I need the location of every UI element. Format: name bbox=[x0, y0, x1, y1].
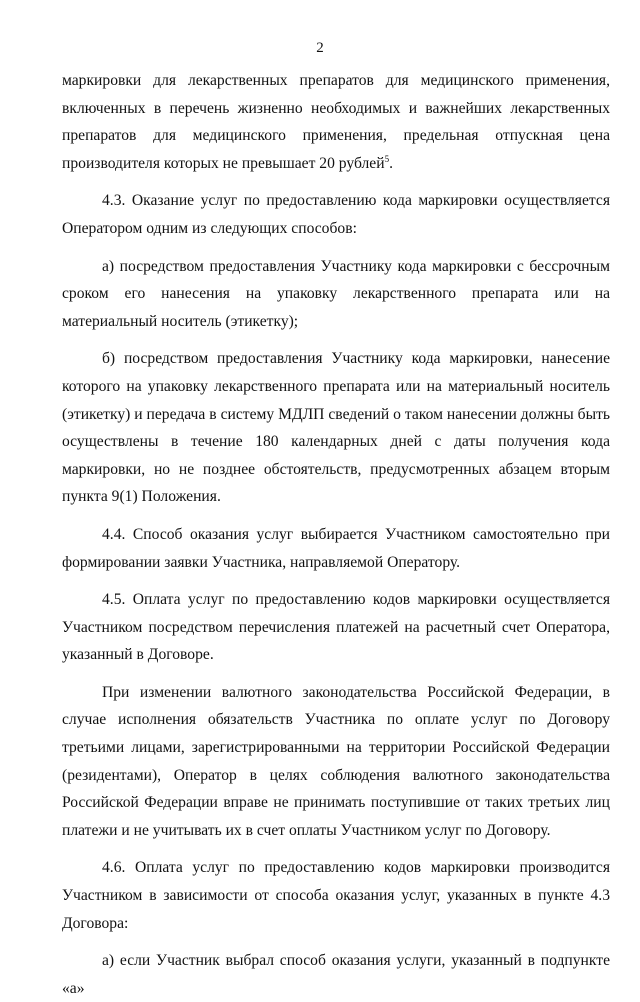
document-body bbox=[62, 67, 610, 1002]
paragraph-4-3: 4.3. Оказание услуг по предоставлению кода маркировки осуществляется Оператором одним из следующих способов: bbox=[62, 192, 610, 237]
paragraph-4-5: 4.5. Оплата услуг по предоставлению кодов маркировки осуществляется Участником посредством перечисления платежей на расчетный счет Оператора, указанный в Договоре. bbox=[62, 591, 610, 664]
paragraph-text: маркировки для лекарственных препаратов для медицинского применения, включенных в перечень жизненно необходимых и важнейших лекарственных препаратов для медицинского применения, предельная отпускная цена производителя которых не превышает 20 рублей bbox=[62, 72, 610, 172]
paragraph-4-6-a: а) если Участник выбрал способ оказания услуги, указанный в подпункте «а» bbox=[62, 952, 610, 997]
page-number: 2 bbox=[316, 40, 324, 56]
paragraph-4-6: 4.6. Оплата услуг по предоставлению кодов маркировки производится Участником в зависимости от способа оказания услуг, указанных в пункте 4.3 Договора: bbox=[62, 859, 610, 932]
paragraph-4-3-a: а) посредством предоставления Участнику кода маркировки с бессрочным сроком его нанесения на упаковку лекарственного препарата или на материальный носитель (этикетку); bbox=[62, 257, 610, 330]
footnote-marker: 5 bbox=[384, 153, 390, 164]
paragraph-4-4: 4.4. Способ оказания услуг выбирается Участником самостоятельно при формировании заявки Участника, направляемой Оператору. bbox=[62, 525, 610, 571]
paragraph-4-3-b: б) посредством предоставления Участнику кода маркировки, нанесение которого на упаковку лекарственного препарата или на материальный носитель (этикетку) и передача в систему МДЛП сведений о таком нанесении должны быть осуществлены в течение 180 календарных дней с даты получения кода маркировки, но не позднее обстоятельств, предусмотренных абзацем вторым пункта 9(1) Положения. bbox=[62, 350, 610, 506]
paragraph-continuation bbox=[62, 67, 610, 177]
paragraph-currency-law: При изменении валютного законодательства Российской Федерации, в случае исполнения обязательств Участника по оплате услуг по Договору третьими лицами, зарегистрированными на территории Российской Федерации (резидентами), Оператор в целях соблюдения валютного законодательства Российской Федерации вправе не принимать поступившие от таких третьих лиц платежи и не учитывать их в счет оплаты Участником услуг по Договору. bbox=[62, 683, 610, 839]
paragraph-tail: . bbox=[389, 154, 393, 172]
